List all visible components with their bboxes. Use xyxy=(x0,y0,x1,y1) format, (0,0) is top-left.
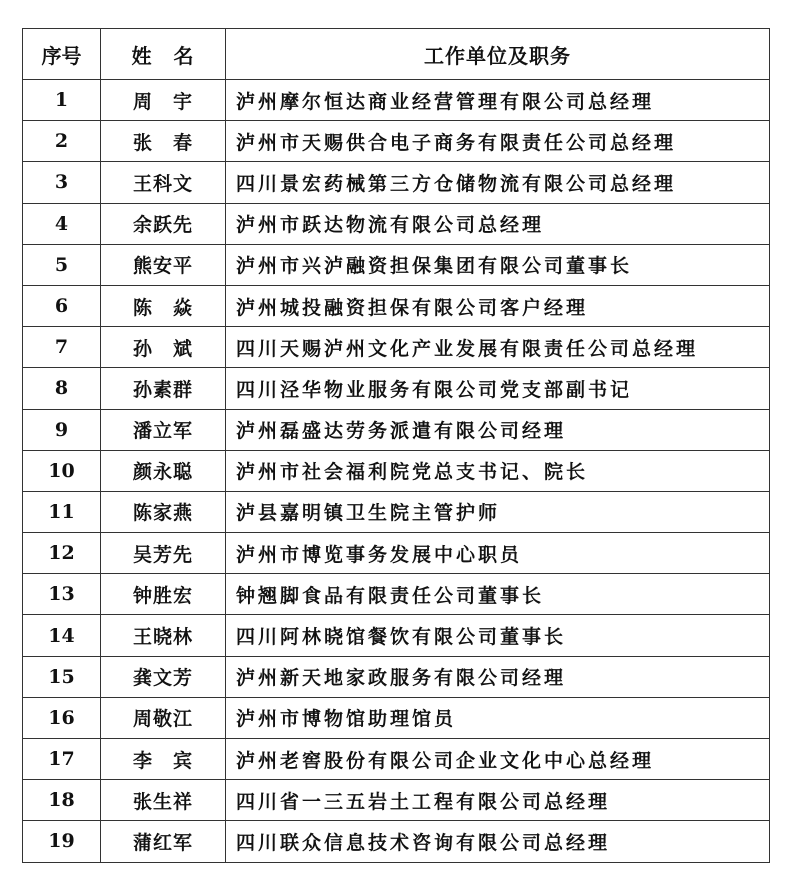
row-position: 泸州市天赐供合电子商务有限责任公司总经理 xyxy=(226,121,770,162)
row-name: 陈家燕 xyxy=(101,491,226,532)
row-name: 周敬江 xyxy=(101,697,226,738)
header-name: 姓 名 xyxy=(101,29,226,80)
row-name: 王晓林 xyxy=(101,615,226,656)
row-name: 余跃先 xyxy=(101,203,226,244)
row-position: 泸州城投融资担保有限公司客户经理 xyxy=(226,285,770,326)
row-number: 2 xyxy=(23,121,101,162)
row-position: 钟翘脚食品有限责任公司董事长 xyxy=(226,574,770,615)
row-number: 1 xyxy=(23,80,101,121)
row-name: 陈 焱 xyxy=(101,285,226,326)
row-number: 15 xyxy=(23,656,101,697)
table-row xyxy=(23,80,770,121)
row-number: 9 xyxy=(23,409,101,450)
table-row xyxy=(23,491,770,532)
table-row xyxy=(23,368,770,409)
row-position: 四川天赐泸州文化产业发展有限责任公司总经理 xyxy=(226,327,770,368)
row-name: 吴芳先 xyxy=(101,533,226,574)
row-position: 泸州市博物馆助理馆员 xyxy=(226,697,770,738)
row-name: 王科文 xyxy=(101,162,226,203)
row-number: 8 xyxy=(23,368,101,409)
row-number: 17 xyxy=(23,739,101,780)
row-number: 13 xyxy=(23,574,101,615)
row-position: 泸州市兴泸融资担保集团有限公司董事长 xyxy=(226,244,770,285)
row-position: 泸州老窖股份有限公司企业文化中心总经理 xyxy=(226,739,770,780)
row-position: 四川省一三五岩土工程有限公司总经理 xyxy=(226,780,770,821)
table-row xyxy=(23,615,770,656)
row-name: 潘立军 xyxy=(101,409,226,450)
row-name: 孙 斌 xyxy=(101,327,226,368)
table-row xyxy=(23,780,770,821)
table-header-row xyxy=(23,29,770,80)
table-row xyxy=(23,162,770,203)
row-number: 12 xyxy=(23,533,101,574)
table-row xyxy=(23,244,770,285)
row-position: 泸州摩尔恒达商业经营管理有限公司总经理 xyxy=(226,80,770,121)
row-number: 10 xyxy=(23,450,101,491)
table-row xyxy=(23,327,770,368)
row-number: 14 xyxy=(23,615,101,656)
row-position: 泸县嘉明镇卫生院主管护师 xyxy=(226,491,770,532)
table-row xyxy=(23,409,770,450)
table-row xyxy=(23,121,770,162)
row-position: 四川泾华物业服务有限公司党支部副书记 xyxy=(226,368,770,409)
row-name: 周 宇 xyxy=(101,80,226,121)
table-row xyxy=(23,821,770,862)
personnel-table xyxy=(22,28,770,863)
row-position: 泸州市跃达物流有限公司总经理 xyxy=(226,203,770,244)
row-name: 钟胜宏 xyxy=(101,574,226,615)
header-number: 序号 xyxy=(23,29,101,80)
row-name: 颜永聪 xyxy=(101,450,226,491)
row-name: 熊安平 xyxy=(101,244,226,285)
table-row xyxy=(23,203,770,244)
row-number: 7 xyxy=(23,327,101,368)
table-row xyxy=(23,739,770,780)
row-number: 19 xyxy=(23,821,101,862)
row-number: 4 xyxy=(23,203,101,244)
table-row xyxy=(23,285,770,326)
row-name: 李 宾 xyxy=(101,739,226,780)
table-row xyxy=(23,533,770,574)
row-position: 四川阿林晓馆餐饮有限公司董事长 xyxy=(226,615,770,656)
table-row xyxy=(23,697,770,738)
row-name: 蒲红军 xyxy=(101,821,226,862)
table-row xyxy=(23,450,770,491)
row-number: 18 xyxy=(23,780,101,821)
row-name: 龚文芳 xyxy=(101,656,226,697)
row-number: 6 xyxy=(23,285,101,326)
table-row xyxy=(23,656,770,697)
header-position: 工作单位及职务 xyxy=(226,29,770,80)
row-name: 孙素群 xyxy=(101,368,226,409)
row-name: 张生祥 xyxy=(101,780,226,821)
table-row xyxy=(23,574,770,615)
row-position: 四川联众信息技术咨询有限公司总经理 xyxy=(226,821,770,862)
row-number: 11 xyxy=(23,491,101,532)
row-position: 泸州市博览事务发展中心职员 xyxy=(226,533,770,574)
row-number: 16 xyxy=(23,697,101,738)
row-position: 泸州市社会福利院党总支书记、院长 xyxy=(226,450,770,491)
row-position: 泸州新天地家政服务有限公司经理 xyxy=(226,656,770,697)
row-number: 3 xyxy=(23,162,101,203)
row-number: 5 xyxy=(23,244,101,285)
row-position: 四川景宏药械第三方仓储物流有限公司总经理 xyxy=(226,162,770,203)
row-position: 泸州磊盛达劳务派遣有限公司经理 xyxy=(226,409,770,450)
row-name: 张 春 xyxy=(101,121,226,162)
